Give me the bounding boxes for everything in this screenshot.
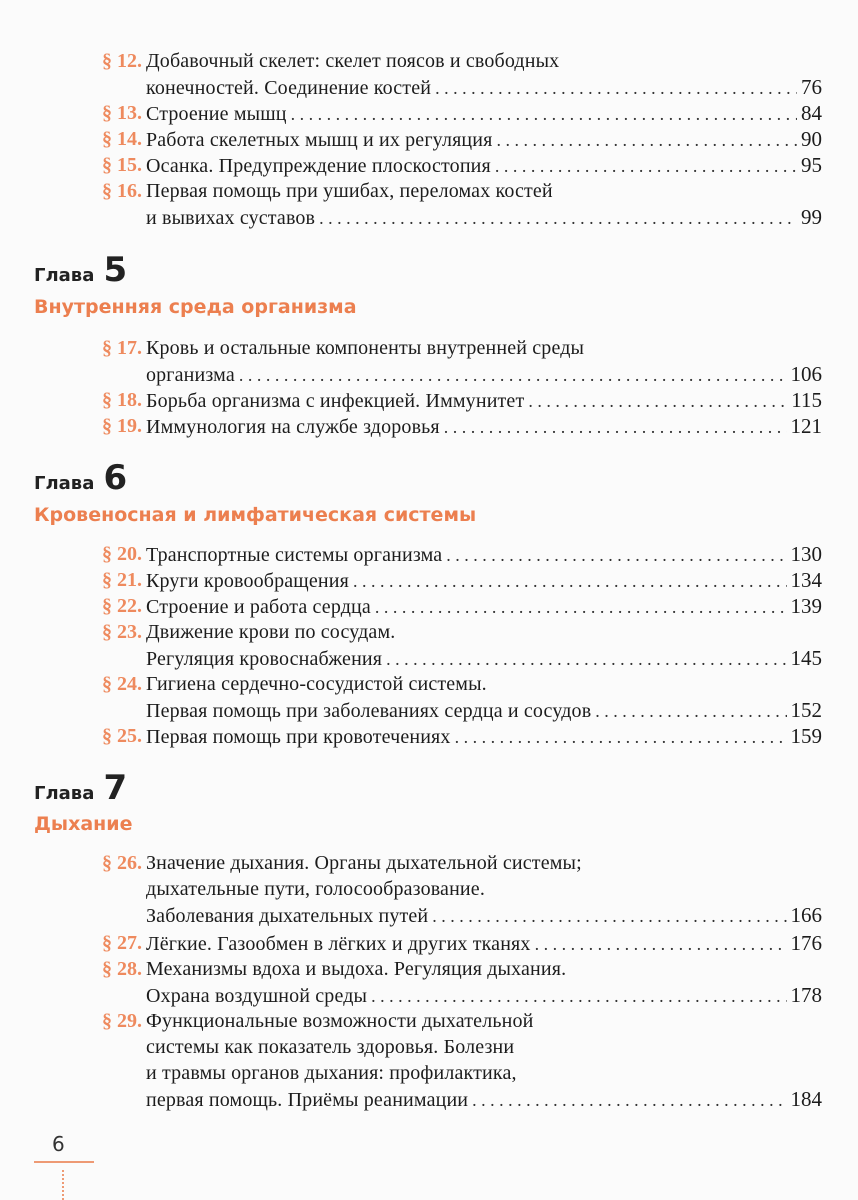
toc-entry-21[interactable] [78, 567, 822, 593]
dot-leader [375, 594, 787, 620]
section-number: § 14. [102, 128, 142, 150]
toc-entry-24[interactable] [78, 671, 822, 723]
page-ref: 134 [790, 568, 822, 592]
chapter-title-7[interactable]: Дыхание [34, 813, 133, 835]
entry-text: Строение и работа сердца [146, 596, 371, 618]
page-ref: 152 [790, 698, 822, 722]
page-ref: 99 [801, 205, 822, 229]
page-ref: 130 [790, 542, 822, 566]
entry-text: Добавочный скелет: скелет поясов и свободных [146, 50, 560, 72]
section-number: § 17. [102, 337, 142, 359]
page-ref: 176 [790, 931, 822, 955]
section-number: § 22. [102, 595, 142, 617]
toc-entry-25[interactable] [78, 723, 822, 749]
footer-rule [34, 1161, 94, 1163]
dot-leader [446, 542, 786, 568]
entry-text: Регуляция кровоснабжения [146, 648, 383, 670]
section-number: § 21. [102, 569, 142, 591]
entry-text: Кровь и остальные компоненты внутренней среды [146, 337, 585, 359]
toc-entry-23[interactable] [78, 619, 822, 671]
toc-entry-13[interactable] [78, 100, 822, 126]
chapter-heading-6 [34, 458, 127, 498]
entry-text: Лёгкие. Газообмен в лёгких и других тканях [146, 933, 531, 955]
toc-entry-19[interactable] [78, 413, 822, 439]
dot-leader [455, 724, 787, 750]
chapter-number: 7 [103, 768, 128, 808]
toc-entry-28[interactable] [78, 956, 822, 1008]
dot-leader [239, 362, 787, 388]
entry-text: Механизмы вдоха и выдоха. Регуляция дыхания. [146, 958, 567, 980]
section-number: § 15. [102, 154, 142, 176]
entry-text: конечностей. Соединение костей [146, 77, 432, 99]
page-ref: 115 [791, 388, 822, 412]
entry-text: Борьба организма с инфекцией. Иммунитет [146, 390, 525, 412]
chapter-title-5[interactable]: Внутренняя среда организма [34, 296, 357, 318]
dot-leader [535, 931, 787, 957]
section-number: § 13. [102, 102, 142, 124]
toc-entry-22[interactable] [78, 593, 822, 619]
page-ref: 184 [790, 1087, 822, 1111]
dot-leader [386, 646, 786, 672]
chapter-heading-5 [34, 250, 127, 290]
dot-leader [291, 101, 797, 127]
entry-text: Осанка. Предупреждение плоскостопия [146, 155, 491, 177]
dot-leader [371, 983, 786, 1009]
chapter-number: 6 [103, 458, 128, 498]
chapter-label: Глава [34, 473, 95, 494]
entry-text: Значение дыхания. Органы дыхательной системы; [146, 852, 582, 874]
section-number: § 16. [102, 180, 142, 202]
page-ref: 121 [790, 414, 822, 438]
toc-entry-18[interactable] [78, 387, 822, 413]
dot-leader [444, 414, 787, 440]
page-ref: 159 [790, 724, 822, 748]
page-number: 6 [52, 1132, 65, 1156]
entry-text: системы как показатель здоровья. Болезни [146, 1036, 515, 1058]
entry-text: Охрана воздушной среды [146, 985, 368, 1007]
footer-dotted-line [62, 1170, 64, 1200]
toc-entry-12[interactable] [78, 48, 822, 100]
entry-text: Круги кровообращения [146, 570, 349, 592]
section-number: § 19. [102, 415, 142, 437]
entry-text: Гигиена сердечно-сосудистой системы. [146, 673, 487, 695]
section-number: § 23. [102, 621, 142, 643]
entry-text: дыхательные пути, голосообразование. [146, 878, 485, 900]
page-ref: 166 [790, 903, 822, 927]
section-number: § 24. [102, 673, 142, 695]
dot-leader [495, 153, 797, 179]
page-ref: 178 [790, 983, 822, 1007]
entry-text: Заболевания дыхательных путей [146, 905, 429, 927]
entry-text: организма [146, 364, 235, 386]
section-number: § 28. [102, 958, 142, 980]
chapter-label: Глава [34, 265, 95, 286]
dot-leader [435, 75, 797, 101]
toc-entry-26[interactable] [78, 850, 822, 928]
toc-entry-29[interactable] [78, 1008, 822, 1112]
section-number: § 12. [102, 50, 142, 72]
toc-entry-15[interactable] [78, 152, 822, 178]
dot-leader [528, 388, 787, 414]
dot-leader [353, 568, 787, 594]
toc-entry-20[interactable] [78, 541, 822, 567]
section-number: § 20. [102, 543, 142, 565]
section-number: § 29. [102, 1010, 142, 1032]
entry-text: и травмы органов дыхания: профилактика, [146, 1062, 517, 1084]
entry-text: Первая помощь при заболеваниях сердца и сосудов [146, 700, 592, 722]
toc-entry-14[interactable] [78, 126, 822, 152]
toc-entry-17[interactable] [78, 335, 822, 387]
chapter-label: Глава [34, 783, 95, 804]
chapter-title-6[interactable]: Кровеносная и лимфатическая системы [34, 504, 477, 526]
dot-leader [319, 205, 797, 231]
section-number: § 26. [102, 852, 142, 874]
entry-text: Первая помощь при ушибах, переломах костей [146, 180, 553, 202]
dot-leader [595, 698, 786, 724]
entry-text: Работа скелетных мышц и их регуляция [146, 129, 493, 151]
page-ref: 95 [801, 153, 822, 177]
entry-text: Движение крови по сосудам. [146, 621, 396, 643]
page-ref: 139 [790, 594, 822, 618]
section-number: § 25. [102, 725, 142, 747]
page-ref: 76 [801, 75, 822, 99]
entry-text: Строение мышц [146, 103, 287, 125]
section-number: § 18. [102, 389, 142, 411]
dot-leader [496, 127, 797, 153]
dot-leader [432, 903, 786, 929]
page-ref: 145 [790, 646, 822, 670]
entry-text: и вывихах суставов [146, 207, 316, 229]
toc-entry-27[interactable] [78, 930, 822, 956]
entry-text: Иммунология на службе здоровья [146, 416, 440, 438]
page-ref: 84 [801, 101, 822, 125]
entry-text: Функциональные возможности дыхательной [146, 1010, 534, 1032]
entry-text: Транспортные системы организма [146, 544, 443, 566]
page-ref: 90 [801, 127, 822, 151]
chapter-number: 5 [103, 250, 128, 290]
entry-text: Первая помощь при кровотечениях [146, 726, 451, 748]
page-ref: 106 [790, 362, 822, 386]
toc-entry-16[interactable] [78, 178, 822, 230]
entry-text: первая помощь. Приёмы реанимации [146, 1089, 469, 1111]
section-number: § 27. [102, 932, 142, 954]
dot-leader [472, 1087, 786, 1113]
chapter-heading-7 [34, 768, 127, 808]
